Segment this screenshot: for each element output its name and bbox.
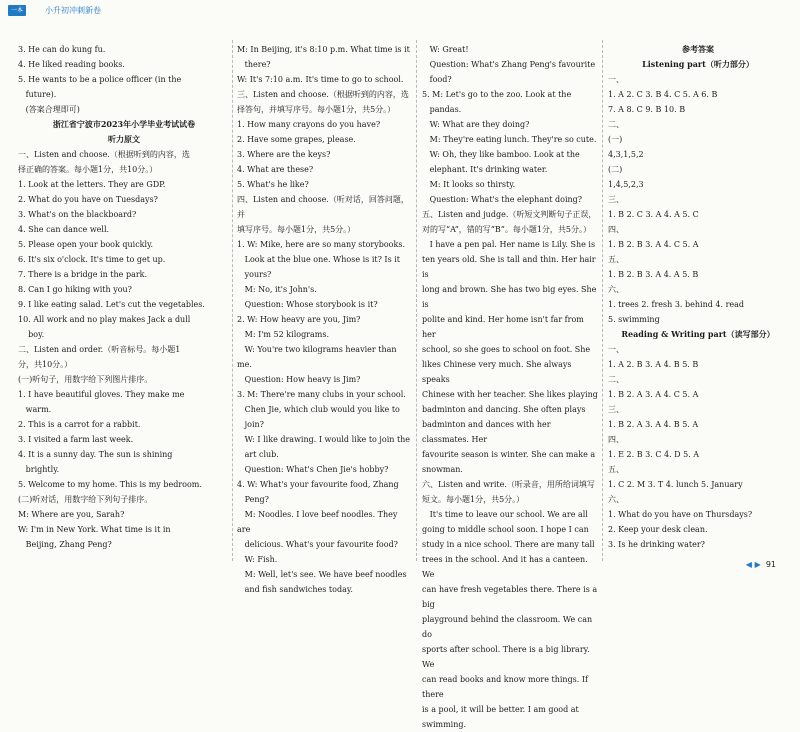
text-line: It's time to leave our school. We are all: [422, 510, 588, 519]
text-line: 4. What are these?: [237, 165, 314, 174]
text-line: 1. E 2. B 3. C 4. D 5. A: [608, 450, 700, 459]
text-line: Listening part（听力部分）: [642, 59, 754, 69]
text-line: likes Chinese very much. She always speaks: [422, 360, 575, 384]
text-line: 7. There is a bridge in the park.: [18, 270, 148, 279]
text-line: 1. B 2. A 3. A 4. C 5. A: [608, 390, 699, 399]
text-line: 一、: [608, 75, 624, 84]
text-line: 四、: [608, 225, 624, 234]
text-line: W: Oh, they like bamboo. Look at the: [422, 150, 580, 159]
text-line: 4. W: What's your favourite food, Zhang: [237, 480, 399, 489]
text-line: M: Noodles. I love beef noodles. They are: [237, 510, 400, 534]
text-line: 三、Listen and choose.（根据听到的内容，选: [237, 90, 409, 99]
text-line: favourite season is winter. She can make a: [422, 450, 596, 459]
text-line: 1. A 2. B 3. A 4. B 5. B: [608, 360, 699, 369]
text-line: study in a nice school. There are many tall: [422, 540, 595, 549]
text-line: 1. B 2. A 3. A 4. B 5. A: [608, 420, 699, 429]
text-line: 7. A 8. C 9. B 10. B: [608, 105, 686, 114]
text-line: 短文。每小题1分，共5分。）: [422, 495, 525, 504]
column-divider: [416, 40, 417, 561]
text-line: (一): [608, 135, 623, 144]
text-line: 1. B 2. B 3. A 4. A 5. B: [608, 270, 699, 279]
text-line: 5. What's he like?: [237, 180, 309, 189]
column-divider: [232, 40, 233, 561]
text-line: 五、: [608, 255, 624, 264]
text-line: warm.: [18, 405, 52, 414]
text-line: M: They're eating lunch. They're so cute.: [422, 135, 597, 144]
text-line: W: You're two kilograms heavier than me.: [237, 345, 400, 369]
text-line: Beijing, Zhang Peng?: [18, 540, 112, 549]
column-2: [237, 42, 411, 597]
text-line: boy.: [18, 330, 45, 339]
text-line: 一、Listen and choose.（根据听到的内容，选: [18, 150, 190, 159]
text-line: 听力原文: [108, 134, 140, 144]
text-line: M: No, it's John's.: [237, 285, 317, 294]
text-line: M: Where are you, Sarah?: [18, 510, 125, 519]
text-line: long and brown. She has two big eyes. She is: [422, 285, 599, 309]
text-line: swimming.: [422, 720, 467, 729]
text-line: 四、: [608, 435, 624, 444]
text-line: 1. Look at the letters. They are GDP.: [18, 180, 166, 189]
text-line: sports after school. There is a big library. We: [422, 645, 593, 669]
text-line: I have a pen pal. Her name is Lily. She is: [422, 240, 596, 249]
text-line: going to middle school soon. I hope I can: [422, 525, 589, 534]
text-line: 1. trees 2. fresh 3. behind 4. read: [608, 300, 745, 309]
text-line: playground behind the classroom. We can do: [422, 615, 595, 639]
text-line: 三、: [608, 405, 624, 414]
text-line: snowman.: [422, 465, 463, 474]
text-line: 二、Listen and order.（听音标号。每小题1: [18, 345, 181, 354]
text-line: M: I'm 52 kilograms.: [237, 330, 330, 339]
text-line: polite and kind. Her home isn't far from her: [422, 315, 587, 339]
text-line: delicious. What's your favourite food?: [237, 540, 398, 549]
text-line: 9. I like eating salad. Let's cut the vegetables.: [18, 300, 205, 309]
text-line: Question: What's Zhang Peng's favourite: [422, 60, 596, 69]
text-line: future).: [18, 90, 57, 99]
text-line: 1. B 2. C 3. A 4. A 5. C: [608, 210, 699, 219]
text-line: 4,3,1,5,2: [608, 150, 644, 159]
text-line: join?: [237, 420, 264, 429]
text-line: 择正确的答案。每小题1分，共10分。）: [18, 165, 158, 174]
text-line: there?: [237, 60, 271, 69]
text-line: (答案合理即可): [18, 105, 80, 114]
text-line: W: I'm in New York. What time is it in: [18, 525, 171, 534]
text-line: Chinese with her teacher. She likes playing: [422, 390, 598, 399]
text-line: 4. It is a sunny day. The sun is shining: [18, 450, 173, 459]
text-line: can have fresh vegetables there. There is a big: [422, 585, 600, 609]
text-line: 1. How many crayons do you have?: [237, 120, 381, 129]
text-line: 5. Please open your book quickly.: [18, 240, 154, 249]
page-footer: [746, 560, 776, 569]
text-line: 2. Keep your desk clean.: [608, 525, 708, 534]
text-line: M: It looks so thirsty.: [422, 180, 516, 189]
text-line: 对的写“A”，错的写“B”。每小题1分，共5分。）: [422, 225, 592, 234]
text-line: Peng?: [237, 495, 269, 504]
text-line: 参考答案: [682, 44, 714, 54]
text-line: 1. I have beautiful gloves. They make me: [18, 390, 185, 399]
text-line: W: What are they doing?: [422, 120, 530, 129]
text-line: 2. Have some grapes, please.: [237, 135, 356, 144]
text-line: 1,4,5,2,3: [608, 180, 644, 189]
text-line: Question: How heavy is Jim?: [237, 375, 361, 384]
column-1: [18, 42, 230, 552]
text-line: 2. This is a carrot for a rabbit.: [18, 420, 141, 429]
text-line: pandas.: [422, 105, 462, 114]
text-line: 3. Where are the keys?: [237, 150, 331, 159]
text-line: 三、: [608, 195, 624, 204]
text-line: and fish sandwiches today.: [237, 585, 353, 594]
text-line: 5. swimming: [608, 315, 660, 324]
text-line: M: In Beijing, it's 8:10 p.m. What time is it: [237, 45, 410, 54]
text-line: badminton and dancing. She often plays: [422, 405, 586, 414]
text-line: 填写序号。每小题1分，共5分。）: [237, 225, 356, 234]
text-line: Chen Jie, which club would you like to: [237, 405, 400, 414]
text-line: 六、: [608, 495, 624, 504]
text-line: 4. She can dance well.: [18, 225, 110, 234]
text-line: badminton and dances with her classmates. Her: [422, 420, 554, 444]
text-line: brightly.: [18, 465, 60, 474]
page-header: [0, 0, 800, 30]
text-line: (一)听句子，用数字给下列图片排序。: [18, 375, 153, 384]
text-line: 4. He liked reading books.: [18, 60, 125, 69]
text-line: 一、: [608, 345, 624, 354]
text-line: 10. All work and no play makes Jack a dull: [18, 315, 191, 324]
text-line: Question: What's the elephant doing?: [422, 195, 583, 204]
text-line: 5. Welcome to my home. This is my bedroom.: [18, 480, 202, 489]
text-line: 8. Can I go hiking with you?: [18, 285, 132, 294]
column-divider: [602, 40, 603, 561]
text-line: 3. I visited a farm last week.: [18, 435, 134, 444]
text-line: 3. He can do kung fu.: [18, 45, 106, 54]
column-3: [422, 42, 600, 732]
text-line: 5. He wants to be a police officer (in the: [18, 75, 182, 84]
text-line: 3. Is he drinking water?: [608, 540, 705, 549]
text-line: 二、: [608, 120, 624, 129]
text-line: M: Well, let's see. We have beef noodles: [237, 570, 407, 579]
text-line: 2. What do you have on Tuesdays?: [18, 195, 158, 204]
text-line: 五、: [608, 465, 624, 474]
text-line: Look at the blue one. Whose is it? Is it: [237, 255, 401, 264]
column-4-answer-key: [608, 42, 788, 552]
text-line: school, so she goes to school on foot. She: [422, 345, 591, 354]
text-line: 2. W: How heavy are you, Jim?: [237, 315, 361, 324]
text-line: yours?: [237, 270, 272, 279]
text-line: 1. W: Mike, here are so many storybooks.: [237, 240, 405, 249]
text-line: 四、Listen and choose.（听对话，回答问题，并: [237, 195, 409, 219]
page-nav-arrows: ◀ ▶: [745, 560, 761, 569]
text-line: 1. What do you have on Thursdays?: [608, 510, 753, 519]
text-line: W: I like drawing. I would like to join the: [237, 435, 411, 444]
text-line: 二、: [608, 375, 624, 384]
page-number: 91: [765, 560, 776, 569]
text-line: 1. B 2. B 3. A 4. C 5. A: [608, 240, 699, 249]
text-line: 分，共10分。）: [18, 360, 73, 369]
text-line: can read books and know more things. If there: [422, 675, 591, 699]
series-badge: 一本: [8, 5, 26, 16]
text-line: Reading & Writing part（读写部分）: [621, 329, 775, 339]
text-line: (二)听对话，用数字给下列句子排序。: [18, 495, 153, 504]
text-line: 6. It's six o'clock. It's time to get up.: [18, 255, 166, 264]
text-line: W: It's 7:10 a.m. It's time to go to school.: [237, 75, 404, 84]
text-line: W: Great!: [422, 45, 469, 54]
text-line: 3. What's on the blackboard?: [18, 210, 137, 219]
text-line: food?: [422, 75, 452, 84]
text-line: Question: Whose storybook is it?: [237, 300, 378, 309]
text-line: 1. A 2. C 3. B 4. C 5. A 6. B: [608, 90, 718, 99]
text-line: 择答句，并填写序号。每小题1分，共5分。）: [237, 105, 396, 114]
book-title: 小升初冲刺新卷: [45, 6, 101, 15]
text-line: trees in the school. And it has a canteen. We: [422, 555, 591, 579]
text-line: elephant. It's drinking water.: [422, 165, 548, 174]
text-line: 3. M: There're many clubs in your school.: [237, 390, 406, 399]
text-line: W: Fish.: [237, 555, 278, 564]
text-line: 六、Listen and write.（听录音，用所给词填写: [422, 480, 595, 489]
text-line: 浙江省宁波市2023年小学毕业考试试卷: [52, 119, 196, 129]
text-line: (二): [608, 165, 623, 174]
text-line: ten years old. She is tall and thin. Her hair is: [422, 255, 599, 279]
text-line: art club.: [237, 450, 279, 459]
text-line: Question: What's Chen Jie's hobby?: [237, 465, 389, 474]
text-line: 5. M: Let's go to the zoo. Look at the: [422, 90, 572, 99]
text-line: is a pool, it will be better. I am good at: [422, 705, 579, 714]
text-line: 1. C 2. M 3. T 4. lunch 5. January: [608, 480, 743, 489]
text-line: 五、Listen and judge.（听短文判断句子正误，: [422, 210, 597, 219]
text-line: 六、: [608, 285, 624, 294]
